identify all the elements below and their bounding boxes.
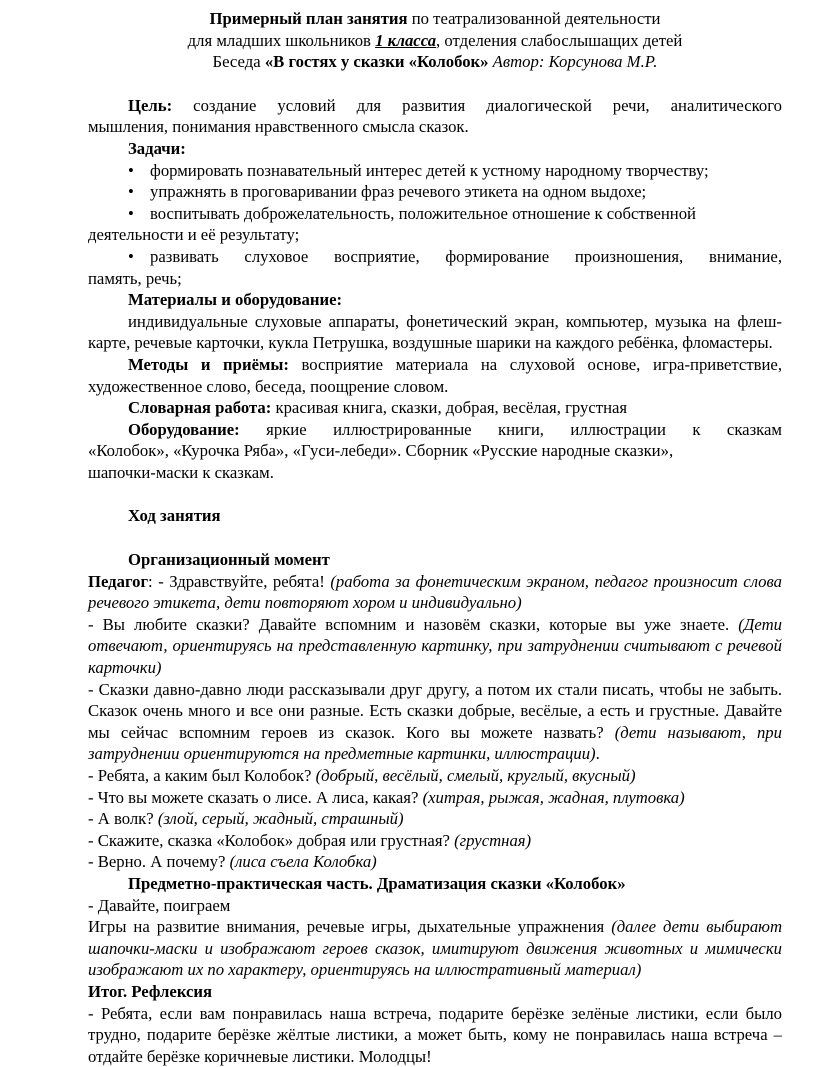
question-line: - А волк? (злой, серый, жадный, страшный) xyxy=(88,809,404,829)
task-item-continuation: память, речь; xyxy=(88,268,182,288)
org-paragraph-3: - Сказки давно-давно люди рассказывали друг другу, а потом их стали писать, чтобы не забыть. Сказок очень много и все они разные. Есть сказки добрые, весёлые, а есть и грустные. Давайте мы сейчас вспомним героев из сказок. Кого вы можете назвать? (дети называют, при затруднении ориентируются на предметные картинки, иллюстрации). xyxy=(88,679,782,764)
tasks-label: Задачи: xyxy=(128,138,186,158)
equipment-line-2: «Колобок», «Курочка Ряба», «Гуси-лебеди». Сборник «Русские народные сказки», xyxy=(88,441,674,461)
equipment-label: Оборудование: xyxy=(128,419,240,439)
doc-title-line-3: Беседа «В гостях у сказки «Колобок» Автор: Корсунова М.Р. xyxy=(212,52,658,72)
practice-paragraph: Игры на развитие внимания, речевые игры, дыхательные упражнения (далее дети выбирают шапочки-маски и изображают героев сказок, имитируют движения животных и мимически изображают их по характеру, ориентируясь на иллюстративный материал) xyxy=(88,917,782,980)
bullet-icon: • xyxy=(128,246,134,266)
summary-heading: Итог. Рефлексия xyxy=(88,981,213,1001)
practice-line: - Давайте, поиграем xyxy=(88,895,231,915)
goal-line-1: Цель: создание условий для развития диалогической речи, аналитического xyxy=(128,95,782,115)
author: Автор: Корсунова М.Р. xyxy=(488,52,658,72)
task-item: • формировать познавательный интерес детей к устному народному творчеству; xyxy=(128,160,709,180)
question-line: - Верно. А почему? (лиса съела Колобка) xyxy=(88,852,377,872)
document-page xyxy=(88,8,782,1067)
bullet-icon: • xyxy=(128,160,134,180)
task-item: • упражнять в проговаривании фраз речевого этикета на одном выдохе; xyxy=(128,182,647,202)
task-item: • развивать слуховое восприятие, формирование произношения, внимание, xyxy=(128,246,782,266)
org-heading: Организационный момент xyxy=(128,550,330,570)
practice-heading: Предметно-практическая часть. Драматизация сказки «Колобок» xyxy=(128,873,626,893)
question-line: - Что вы можете сказать о лисе. А лиса, какая? (хитрая, рыжая, жадная, плутовка) xyxy=(88,787,685,807)
doc-title-line-1: Примерный план занятия по театрализованной деятельности xyxy=(209,9,661,28)
teacher-label: Педагог xyxy=(88,571,149,591)
equipment-line-3: шапочки-маски к сказкам. xyxy=(88,462,274,482)
methods-label: Методы и приёмы: xyxy=(128,354,289,374)
doc-title: Примерный план занятия xyxy=(209,9,408,28)
course-heading: Ход занятия xyxy=(128,506,221,526)
bullet-icon: • xyxy=(128,182,134,202)
equipment-line-1: Оборудование: яркие иллюстрированные книги, иллюстрации к сказкам xyxy=(128,419,782,439)
materials-label: Материалы и оборудование: xyxy=(128,290,343,310)
org-paragraph-1: Педагог: - Здравствуйте, ребята! (работа за фонетическим экраном, педагог произносит слова речевого этикета, дети повторяют хором и индивидуально) xyxy=(88,571,782,613)
methods-paragraph: Методы и приёмы: восприятие материала на слуховой основе, игра-приветствие, художественное слово, беседа, поощрение словом. xyxy=(88,354,783,396)
vocab-label: Словарная работа: xyxy=(128,398,272,418)
task-item: • воспитывать доброжелательность, положительное отношение к собственной xyxy=(128,203,696,223)
grade-label: 1 класса xyxy=(375,30,437,50)
task-item-continuation: деятельности и её результату; xyxy=(88,225,300,245)
doc-title-line-2: для младших школьников 1 класса, отделения слабослышащих детей xyxy=(187,30,683,50)
lesson-title: «В гостях у сказки «Колобок» xyxy=(264,52,489,72)
org-paragraph-2: - Вы любите сказки? Давайте вспомним и назовём сказки, которые вы уже знаете. (Дети отвечают, ориентируясь на представленную картинку, при затруднении считывают с речевой карточки) xyxy=(88,614,782,678)
bullet-icon: • xyxy=(128,203,134,223)
summary-paragraph: - Ребята, если вам понравилась наша встреча, подарите берёзке зелёные листики, если было трудно, подарите берёзке жёлтые листики, а может быть, кому не понравилась наша встреча – отдайте берёзке коричневые листики. Молодцы! xyxy=(88,1003,782,1066)
vocab-paragraph: Словарная работа: красивая книга, сказки, добрая, весёлая, грустная xyxy=(128,398,628,418)
materials-text: индивидуальные слуховые аппараты, фонетический экран, компьютер, музыка на флеш-карте, речевые карточки, кукла Петрушка, воздушные шарики на каждого ребёнка, фломастеры. xyxy=(88,311,782,353)
question-line: - Ребята, а каким был Колобок? (добрый, весёлый, смелый, круглый, вкусный) xyxy=(88,766,636,785)
goal-line-2: мышления, понимания нравственного смысла сказок. xyxy=(88,117,469,137)
goal-label: Цель: xyxy=(128,95,173,115)
question-line: - Скажите, сказка «Колобок» добрая или грустная? (грустная) xyxy=(88,830,532,850)
